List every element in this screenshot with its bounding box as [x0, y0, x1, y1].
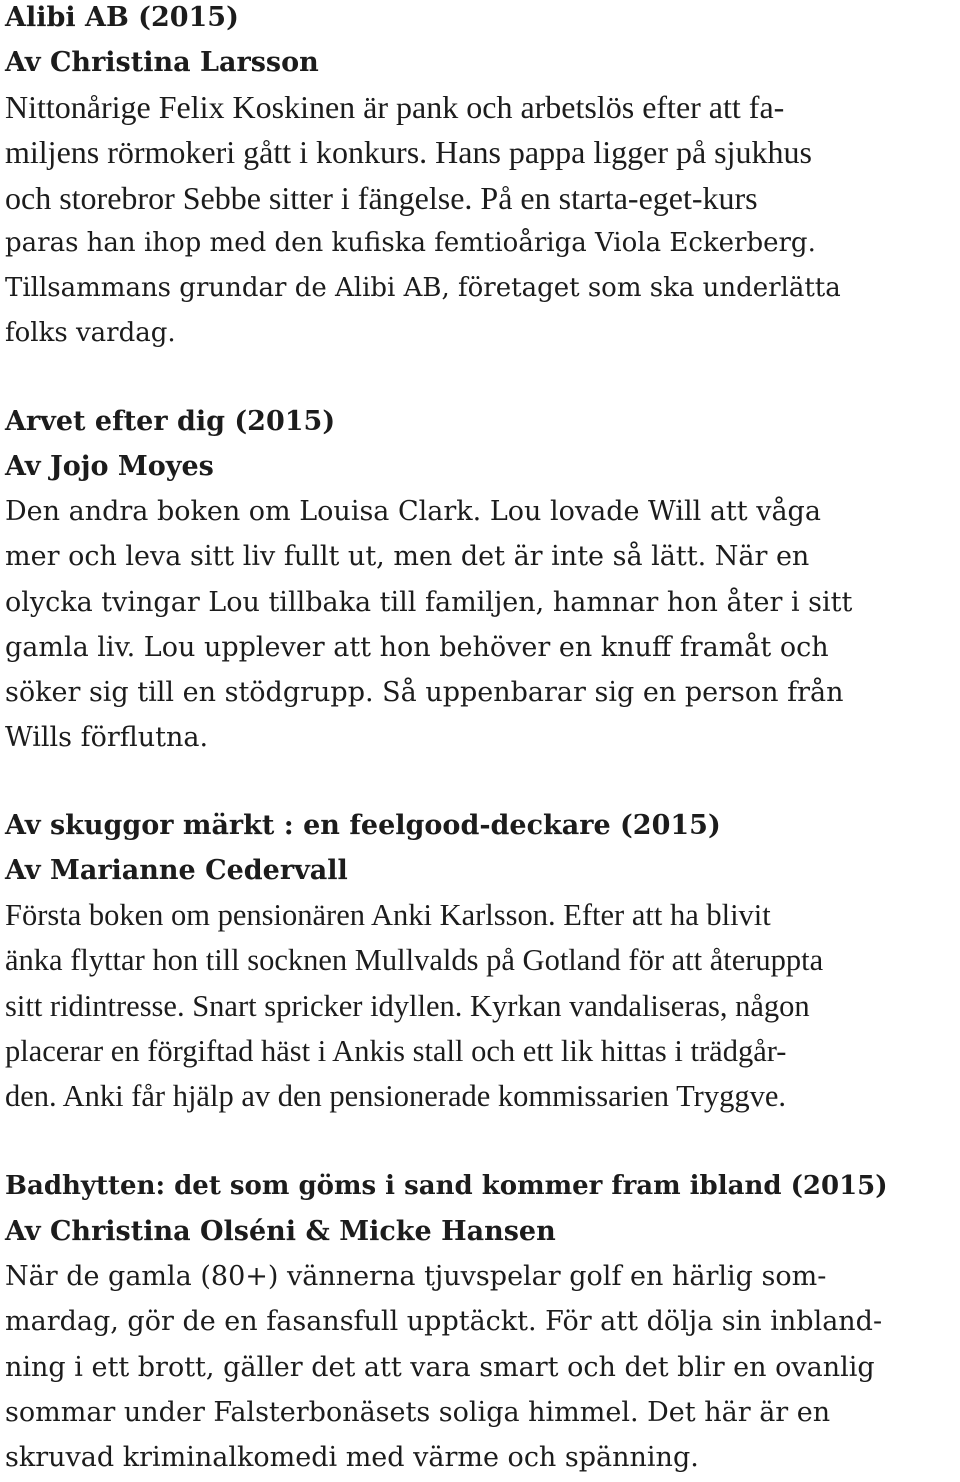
book-entry — [5, 1164, 955, 1480]
description-line: När de gamla (80+) vännerna tjuvspelar golf en härlig som- — [5, 1261, 827, 1292]
book-entry — [5, 399, 955, 761]
description-line: mardag, gör de en fasansfull upptäckt. För att dölja sin inbland- — [5, 1306, 883, 1338]
book-title: Av skuggor märkt : en feelgood-deckare (2015) — [5, 810, 721, 841]
book-description — [5, 893, 955, 1119]
description-line: paras han ihop med den kufiska femtioåriga Viola Eckerberg. — [5, 227, 816, 258]
description-line: sommar under Falsterbonäsets soliga himmel. Det här är en — [5, 1396, 831, 1428]
description-line: olycka tvingar Lou tillbaka till familjen, hamnar hon åter i sitt — [5, 586, 853, 618]
description-line: och storebror Sebbe sitter i fängelse. På en starta-eget-kurs — [5, 179, 758, 216]
book-entry — [5, 0, 955, 357]
description-line: Tillsammans grundar de Alibi AB, företaget som ska underlätta — [5, 273, 841, 304]
description-line: Wills förflutna. — [5, 722, 209, 754]
book-author: Av Jojo Moyes — [5, 451, 214, 482]
book-description — [5, 489, 955, 761]
book-author: Av Marianne Cedervall — [5, 855, 348, 886]
description-line: sitt ridintresse. Snart spricker idyllen. Kyrkan vandaliseras, någon — [5, 988, 810, 1023]
description-line: ning i ett brott, gäller det att vara smart och det blir en ovanlig — [5, 1351, 875, 1383]
book-description — [5, 1254, 955, 1480]
description-line: miljens rörmokeri gått i konkurs. Hans pappa ligger på sjukhus — [5, 134, 812, 171]
description-line: Nittonårige Felix Koskinen är pank och arbetslös efter att fa- — [5, 89, 785, 125]
description-line: folks vardag. — [5, 318, 176, 349]
book-description — [5, 85, 955, 357]
description-line: söker sig till en stödgrupp. Så uppenbarar sig en person från — [5, 677, 844, 709]
book-title: Alibi AB (2015) — [5, 2, 239, 33]
description-line: gamla liv. Lou upplever att hon behöver en knuff framåt och — [5, 631, 829, 663]
description-line: Första boken om pensionären Anki Karlsson. Efter att ha blivit — [5, 898, 771, 932]
book-title: Arvet efter dig (2015) — [5, 406, 336, 437]
description-line: änka flyttar hon till socknen Mullvalds på Gotland för att återuppta — [5, 943, 824, 978]
description-line: mer och leva sitt liv fullt ut, men det är inte så lätt. När en — [5, 541, 810, 573]
book-title: Badhytten: det som göms i sand kommer fram ibland (2015) — [5, 1171, 888, 1201]
description-line: Den andra boken om Louisa Clark. Lou lovade Will att våga — [5, 496, 821, 527]
book-author: Av Christina Olséni & Micke Hansen — [5, 1216, 556, 1247]
book-entry — [5, 803, 955, 1119]
description-line: den. Anki får hjälp av den pensionerade kommissarien Tryggve. — [5, 1079, 786, 1114]
description-line: skruvad kriminalkomedi med värme och spänning. — [5, 1442, 699, 1474]
description-line: placerar en förgiftad häst i Ankis stall och ett lik hittas i trädgår- — [5, 1033, 787, 1068]
book-author: Av Christina Larsson — [5, 47, 319, 78]
